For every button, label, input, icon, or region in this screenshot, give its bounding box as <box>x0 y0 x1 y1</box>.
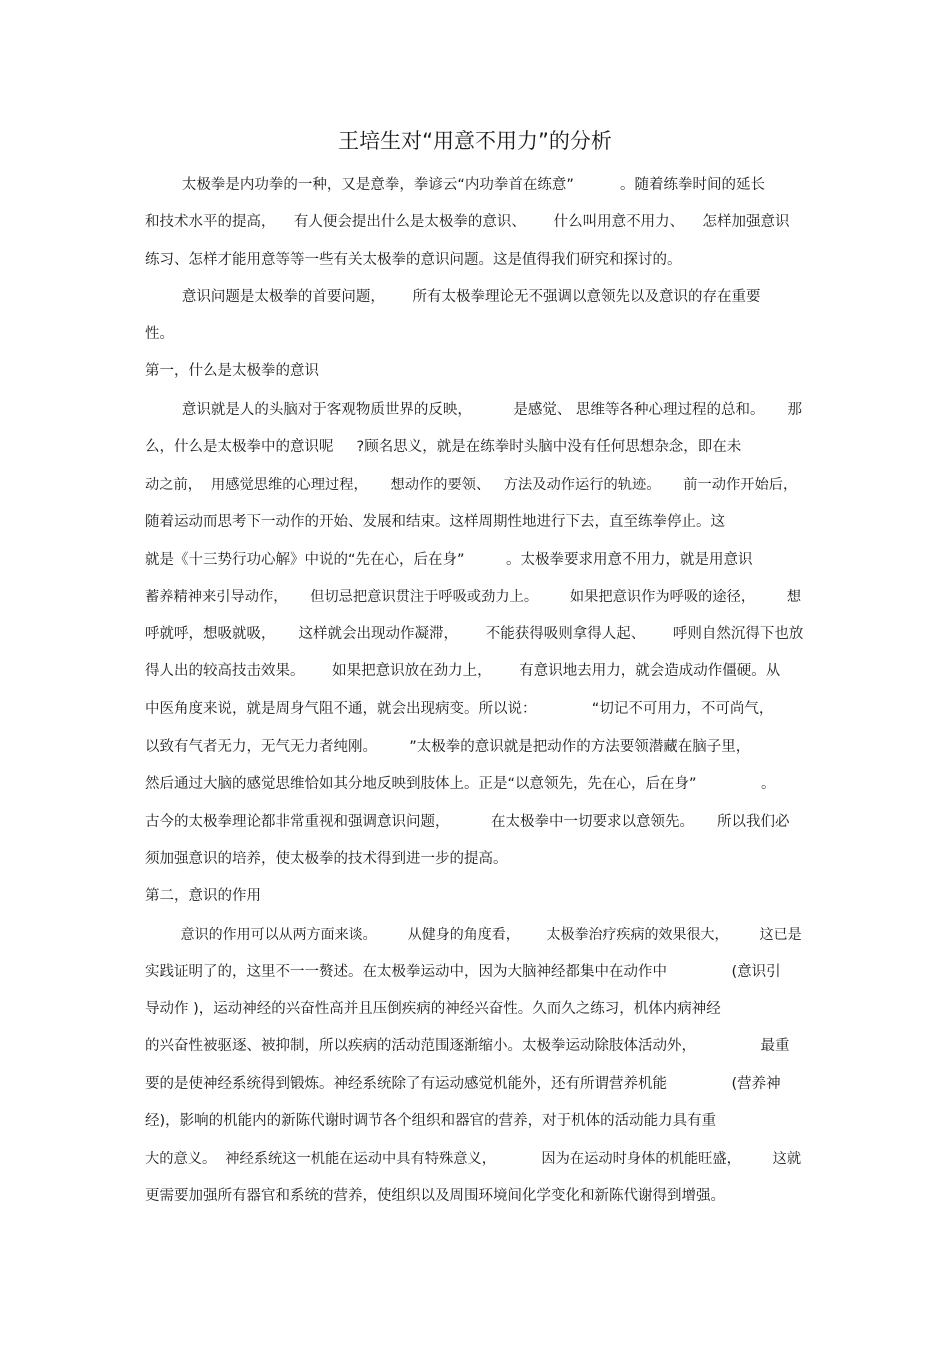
body-line: 要的是使神经系统得到锻炼。神经系统除了有运动感觉机能外，还有所谓营养机能 (营养神 <box>145 1076 781 1092</box>
document-title: 王培生对“用意不用力”的分析 <box>338 129 612 153</box>
body-line: 和技术水平的提高， 有人便会提出什么是太极拳的意识、 什么叫用意不用力、 怎样加强意识 <box>145 214 790 230</box>
body-line: 随着运动而思考下一动作的开始、发展和结束。这样周期性地进行下去，直至练拳停止。这 <box>145 514 725 530</box>
body-line: 经)，影响的机能内的新陈代谢时调节各个组织和器官的营养，对于机体的活动能力具有重 <box>145 1113 717 1129</box>
body-line: 的兴奋性被驱逐、被抑制，所以疾病的活动范围逐渐缩小。太极拳运动除肢体活动外， 最重 <box>145 1038 790 1054</box>
body-line: 太极拳是内功拳的一种，又是意拳，拳谚云“内功拳首在练意” 。随着练拳时间的延长 <box>145 177 765 193</box>
body-line: 以致有气者无力，无气无力者纯刚。 ”太极拳的意识就是把动作的方法要领潜藏在脑子里， <box>145 739 751 755</box>
section-heading: 第二，意识的作用 <box>145 888 261 904</box>
body-line: 得人出的较高技击效果。 如果把意识放在劲力上， 有意识地去用力，就会造成动作僵硬。从 <box>145 663 781 679</box>
body-line: 蓄养精神来引导动作， 但切忌把意识贯注于呼吸或劲力上。 如果把意识作为呼吸的途径， 想 <box>145 589 802 605</box>
body-line: 意识的作用可以从两方面来谈。 从健身的角度看， 太极拳治疗疾病的效果很大， 这已是 <box>145 927 802 943</box>
body-line: 意识问题是太极拳的首要问题， 所有太极拳理论无不强调以意领先以及意识的存在重要 <box>145 289 761 305</box>
body-line: 实践证明了的，这里不一一赘述。在太极拳运动中，因为大脑神经都集中在动作中 (意识引 <box>145 964 781 980</box>
body-line: 须加强意识的培养，使太极拳的技术得到进一步的提高。 <box>145 851 508 867</box>
body-line: 就是《十三势行功心解》中说的“先在心，后在身” 。太极拳要求用意不用力，就是用意识 <box>145 552 753 568</box>
body-line: 么，什么是太极拳中的意识呢 ?顾名思义，就是在练拳时头脑中没有任何思想杂念，即在未 <box>145 439 742 455</box>
body-line: 动之前， 用感觉思维的心理过程， 想动作的要领、 方法及动作运行的轨迹。 前一动作开始后， <box>145 477 798 493</box>
body-line: 中医角度来说，就是周身气阻不通，就会出现病变。所以说： “切记不可用力，不可尚气， <box>145 701 774 717</box>
body-line: 意识就是人的头脑对于客观物质世界的反映， 是感觉、 思维等各种心理过程的总和。 那 <box>145 402 803 418</box>
body-line: 大的意义。 神经系统这一机能在运动中具有特殊意义， 因为在运动时身体的机能旺盛， 这就 <box>145 1151 802 1167</box>
body-line: 古今的太极拳理论都非常重视和强调意识问题， 在太极拳中一切要求以意领先。 所以我们必 <box>145 814 790 830</box>
body-line: 性。 <box>145 326 174 342</box>
body-line: 然后通过大脑的感觉思维恰如其分地反映到肢体上。正是“以意领先，先在心，后在身” 。 <box>145 776 776 792</box>
section-heading: 第一，什么是太极拳的意识 <box>145 363 319 379</box>
body-line: 导动作 )，运动神经的兴奋性高并且压倒疾病的神经兴奋性。久而久之练习，机体内病神经 <box>145 1001 721 1017</box>
body-line: 呼就呼，想吸就吸， 这样就会出现动作凝滞， 不能获得吸则拿得人起、 呼则自然沉得下也放 <box>145 626 804 642</box>
body-line: 练习、怎样才能用意等等一些有关太极拳的意识问题。这是值得我们研究和探讨的。 <box>145 252 682 268</box>
body-line: 更需要加强所有器官和系统的营养，使组织以及周围环境间化学变化和新陈代谢得到增强。 <box>145 1188 725 1204</box>
